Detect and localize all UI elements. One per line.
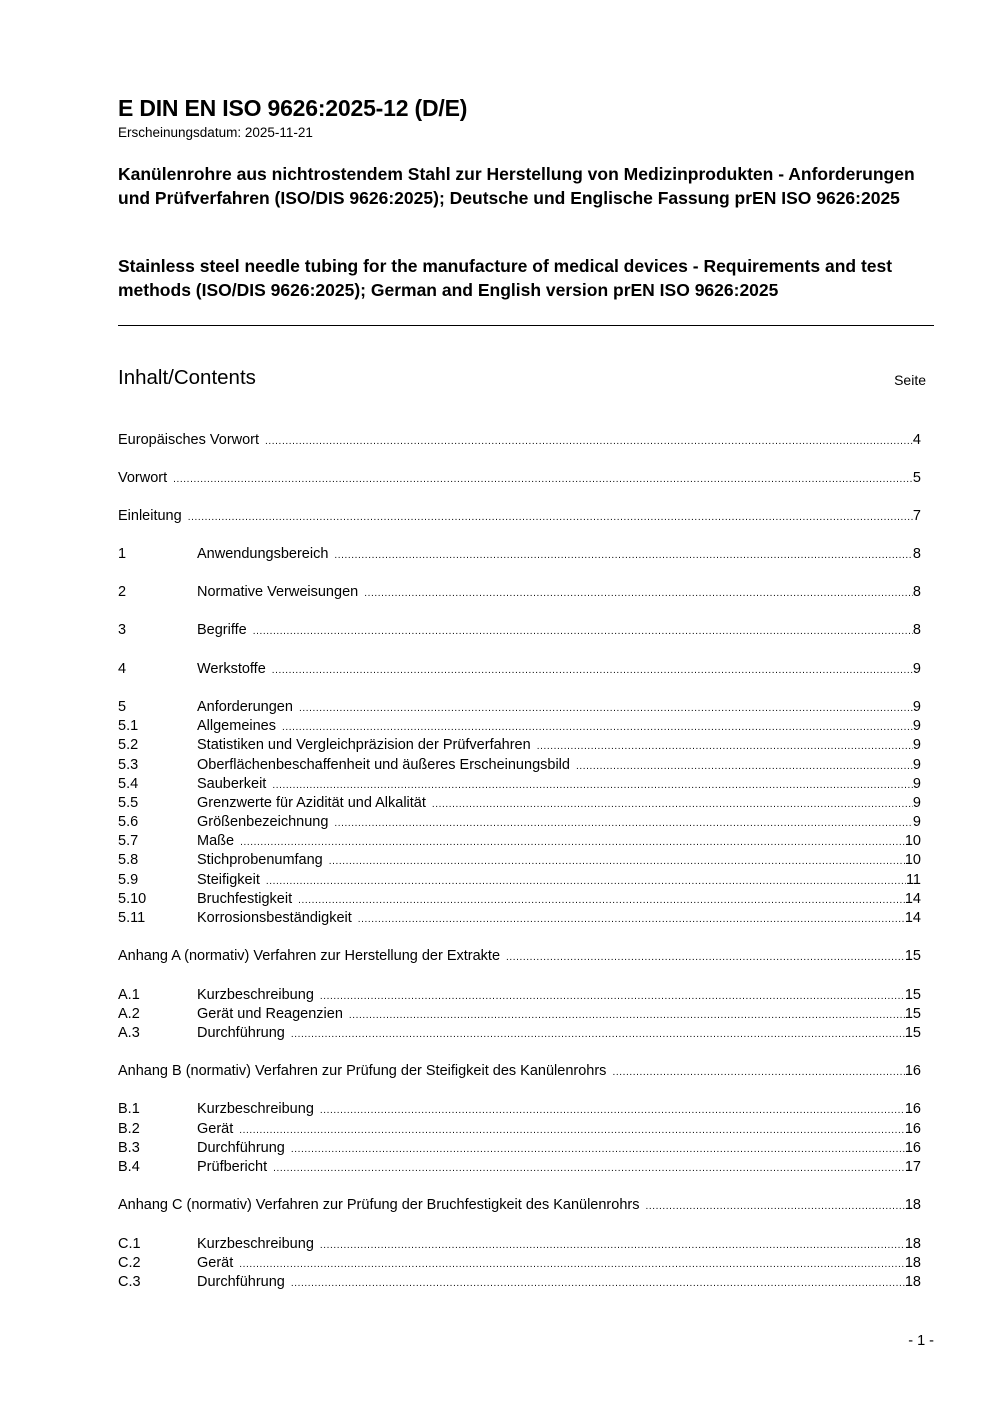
toc-entry[interactable]: [118, 431, 921, 450]
document-id: E DIN EN ISO 9626:2025-12 (D/E): [118, 95, 468, 121]
toc-entry-label: Durchführung: [197, 1140, 285, 1156]
toc-entry-label: Anforderungen: [197, 699, 293, 715]
toc-leader-dots: [291, 1140, 905, 1159]
toc-leader-dots: [240, 833, 905, 852]
toc-entry-page: 15: [904, 987, 921, 1003]
toc-heading: Inhalt/Contents: [118, 366, 256, 389]
toc-entry-number: 5.7: [118, 833, 139, 849]
toc-entry-label: Maße: [197, 833, 235, 849]
toc-entry-page: 10: [904, 852, 921, 868]
toc-entry[interactable]: [118, 871, 921, 890]
toc-entry[interactable]: [118, 1196, 921, 1215]
toc-entry[interactable]: [118, 698, 921, 717]
toc-entry-page: 9: [912, 737, 921, 753]
toc-leader-dots: [612, 1063, 904, 1082]
toc-entry-page: 9: [912, 661, 921, 677]
toc-entry[interactable]: [118, 775, 921, 794]
toc-entry-number: A.3: [118, 1025, 140, 1041]
toc-entry-page: 17: [904, 1159, 921, 1175]
toc-entry-number: 5.1: [118, 718, 139, 734]
toc-entry-page: 14: [904, 891, 921, 907]
toc-entry[interactable]: [118, 621, 921, 640]
toc-entry-label: Kurzbeschreibung: [197, 1236, 314, 1252]
toc-entry[interactable]: [118, 1235, 921, 1254]
toc-entry-label: Stichprobenumfang: [197, 852, 323, 868]
toc-entry-label: Gerät und Reagenzien: [197, 1006, 343, 1022]
toc-entry-label: Gerät: [197, 1255, 234, 1271]
toc-entry-page: 15: [904, 1025, 921, 1041]
toc-entry[interactable]: [118, 1158, 921, 1177]
page-number: - 1 -: [908, 1333, 934, 1349]
toc-entry-page: 4: [912, 432, 921, 448]
toc-entry-page: 9: [912, 814, 921, 830]
toc-entry-label: Normative Verweisungen: [197, 584, 359, 600]
toc-leader-dots: [334, 546, 913, 565]
toc-entry[interactable]: [118, 756, 921, 775]
toc-entry-label: Werkstoffe: [197, 661, 266, 677]
toc-entry[interactable]: [118, 1139, 921, 1158]
toc-leader-dots: [272, 776, 913, 795]
toc-entry-label: Statistiken und Vergleichpräzision der Prüfverfahren: [197, 737, 531, 753]
toc-entry-number: 5.5: [118, 795, 139, 811]
toc-entry-page: 11: [905, 872, 921, 888]
toc-entry[interactable]: [118, 1005, 921, 1024]
toc-entry-label: Sauberkeit: [197, 776, 267, 792]
toc-entry-page: 10: [904, 833, 921, 849]
toc-entry-page: 7: [912, 508, 921, 524]
toc-entry-number: 5.11: [118, 910, 146, 926]
toc-entry-number: C.1: [118, 1236, 141, 1252]
toc-entry[interactable]: [118, 947, 921, 966]
title-english: Stainless steel needle tubing for the manufacture of medical devices - Requirements and test methods (ISO/DIS 9626:2025); German and English version prEN ISO 9626:2025: [118, 256, 893, 300]
toc-leader-dots: [320, 987, 905, 1006]
toc-entry-number: B.2: [118, 1121, 140, 1137]
toc-entry-label: Kurzbeschreibung: [197, 987, 314, 1003]
toc-leader-dots: [299, 699, 913, 718]
toc-leader-dots: [265, 432, 913, 451]
toc-entry-page: 16: [904, 1063, 921, 1079]
toc-entry-label: Prüfbericht: [197, 1159, 268, 1175]
toc-entry-number: 5.2: [118, 737, 139, 753]
toc-entry-label: Größenbezeichnung: [197, 814, 329, 830]
toc-entry[interactable]: [118, 1254, 921, 1273]
toc-entry[interactable]: [118, 794, 921, 813]
toc-entry[interactable]: [118, 813, 921, 832]
toc-entry-number: B.1: [118, 1101, 140, 1117]
toc-entry-page: 18: [904, 1236, 921, 1252]
toc-entry-label: Anhang C (normativ) Verfahren zur Prüfung der Bruchfestigkeit des Kanülenrohrs: [118, 1197, 640, 1213]
toc-entry-label: Begriffe: [197, 622, 247, 638]
toc-entry-page: 18: [904, 1255, 921, 1271]
toc-entry[interactable]: [118, 890, 921, 909]
toc-entry-page: 9: [912, 699, 921, 715]
toc-entry-number: 1: [118, 546, 127, 562]
toc-leader-dots: [329, 852, 905, 871]
toc-entry[interactable]: [118, 909, 921, 928]
toc-entry-label: Anhang B (normativ) Verfahren zur Prüfung der Steifigkeit des Kanülenrohrs: [118, 1063, 607, 1079]
toc-entry[interactable]: [118, 469, 921, 488]
toc-entry-label: Einleitung: [118, 508, 182, 524]
toc-entry-label: Kurzbeschreibung: [197, 1101, 314, 1117]
toc-entry-number: 5.3: [118, 757, 139, 773]
toc-entry-number: 5.4: [118, 776, 139, 792]
toc-entry-number: B.4: [118, 1159, 140, 1175]
toc-entry-number: A.2: [118, 1006, 140, 1022]
toc-entry[interactable]: [118, 1120, 921, 1139]
toc-leader-dots: [358, 910, 905, 929]
toc-entry-label: Allgemeines: [197, 718, 276, 734]
toc-entry-page: 5: [912, 470, 921, 486]
toc-leader-dots: [239, 1121, 905, 1140]
toc-entry-page: 18: [904, 1274, 921, 1290]
toc-entry-label: Bruchfestigkeit: [197, 891, 293, 907]
toc-leader-dots: [645, 1197, 904, 1216]
toc-entry-label: Anhang A (normativ) Verfahren zur Herstellung der Extrakte: [118, 948, 501, 964]
toc-entry[interactable]: [118, 832, 921, 851]
toc-entry[interactable]: [118, 851, 921, 870]
toc-entry-page: 14: [904, 910, 921, 926]
toc-leader-dots: [320, 1236, 905, 1255]
toc-entry[interactable]: [118, 1062, 921, 1081]
toc-leader-dots: [537, 737, 913, 756]
toc-entry-label: Durchführung: [197, 1025, 285, 1041]
toc-leader-dots: [188, 508, 913, 527]
toc-entry-label: Anwendungsbereich: [197, 546, 329, 562]
toc-leader-dots: [334, 814, 913, 833]
toc-leader-dots: [173, 470, 913, 489]
toc-entry-page: 16: [904, 1121, 921, 1137]
toc-entry-page: 9: [912, 757, 921, 773]
toc-leader-dots: [239, 1255, 905, 1274]
toc-entry-page: 15: [904, 1006, 921, 1022]
toc-leader-dots: [272, 661, 913, 680]
toc-leader-dots: [576, 757, 913, 776]
toc-entry-number: 4: [118, 661, 127, 677]
toc-entry-number: 5.6: [118, 814, 139, 830]
toc-leader-dots: [364, 584, 913, 603]
title-german: Kanülenrohre aus nichtrostendem Stahl zur Herstellung von Medizinprodukten - Anforderungen und Prüfverfahren (ISO/DIS 9626:2025); Deutsche und Englische Fassung prEN ISO 9626:2025: [118, 164, 915, 208]
toc-entry-number: B.3: [118, 1140, 140, 1156]
toc-entry-page: 8: [912, 622, 921, 638]
toc-entry[interactable]: [118, 736, 921, 755]
toc-leader-dots: [349, 1006, 905, 1025]
publication-date: Erscheinungsdatum: 2025-11-21: [118, 125, 313, 140]
title-divider: [118, 325, 934, 326]
toc-entry-label: Oberflächenbeschaffenheit und äußeres Erscheinungsbild: [197, 757, 570, 773]
toc-entry-page: 8: [912, 546, 921, 562]
toc-entry-number: 2: [118, 584, 127, 600]
toc-leader-dots: [266, 872, 906, 891]
toc-entry[interactable]: [118, 545, 921, 564]
toc-entry[interactable]: [118, 507, 921, 526]
toc-entry-label: Gerät: [197, 1121, 234, 1137]
toc-entry-page: 15: [904, 948, 921, 964]
toc-leader-dots: [432, 795, 913, 814]
toc-leader-dots: [506, 948, 905, 967]
toc-entry-label: Korrosionsbeständigkeit: [197, 910, 352, 926]
toc-entry-number: C.3: [118, 1274, 141, 1290]
toc-entry-number: A.1: [118, 987, 140, 1003]
toc-leader-dots: [282, 718, 913, 737]
toc-entry-page: 9: [912, 776, 921, 792]
toc-leader-dots: [253, 622, 913, 641]
toc-entry-label: Grenzwerte für Azidität und Alkalität: [197, 795, 426, 811]
toc-entry-number: 5.8: [118, 852, 139, 868]
toc-entry-page: 9: [912, 718, 921, 734]
toc-entry-page: 16: [904, 1140, 921, 1156]
toc-entry[interactable]: [118, 1024, 921, 1043]
toc-entry-number: 5.10: [118, 891, 147, 907]
toc-entry[interactable]: [118, 660, 921, 679]
toc-leader-dots: [291, 1274, 905, 1293]
toc-entry-number: 5: [118, 699, 127, 715]
toc-entry[interactable]: [118, 1273, 921, 1292]
toc-entry[interactable]: [118, 986, 921, 1005]
toc-entry-page: 16: [904, 1101, 921, 1117]
toc-leader-dots: [320, 1101, 905, 1120]
toc-entry-page: 18: [904, 1197, 921, 1213]
toc-page-column-label: Seite: [894, 372, 926, 388]
toc-entry-label: Europäisches Vorwort: [118, 432, 260, 448]
toc-entry-number: 5.9: [118, 872, 139, 888]
toc-leader-dots: [273, 1159, 905, 1178]
toc-entry[interactable]: [118, 717, 921, 736]
toc-leader-dots: [291, 1025, 905, 1044]
toc-entry-number: C.2: [118, 1255, 141, 1271]
toc-leader-dots: [298, 891, 905, 910]
toc-entry-label: Vorwort: [118, 470, 168, 486]
toc-entry-label: Steifigkeit: [197, 872, 260, 888]
toc-entry[interactable]: [118, 1100, 921, 1119]
toc-entry-number: 3: [118, 622, 127, 638]
toc-entry-page: 8: [912, 584, 921, 600]
toc-entry-page: 9: [912, 795, 921, 811]
toc-entry[interactable]: [118, 583, 921, 602]
toc-entry-label: Durchführung: [197, 1274, 285, 1290]
